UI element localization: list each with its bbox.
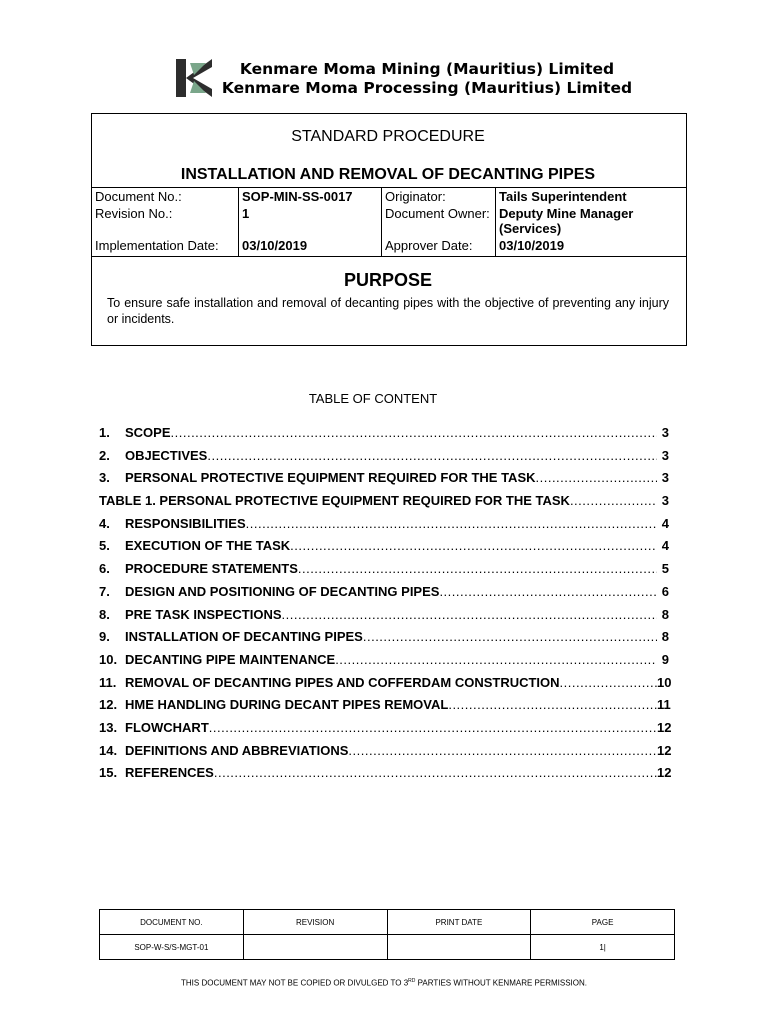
toc-entry[interactable] [99,424,669,447]
originator-value: Tails Superintendent [496,188,687,206]
toc-entry-leader [214,764,657,782]
toc-entry-title: SCOPE [125,425,171,440]
toc-entry-page: 9 [661,651,669,667]
toc-entry-leader [560,674,657,692]
toc-entry-page: 10 [657,674,672,690]
toc-entry-number: 5. [99,538,110,554]
company-name-mining: Kenmare Moma Mining (Mauritius) Limited [239,60,615,78]
document-no-value: SOP-MIN-SS-0017 [239,188,382,206]
toc-entry[interactable] [99,628,669,651]
toc-entry-number: 9. [99,629,110,645]
toc-entry-page: 8 [661,629,669,645]
toc-entry-page: 12 [657,742,672,758]
toc-entry[interactable] [99,764,672,787]
toc-entry-number: 1. [99,425,110,440]
toc-entry-number: 3. [99,470,110,486]
footer-page-header: PAGE [531,910,675,935]
toc-entry[interactable] [99,742,672,765]
toc-entry-leader [363,628,657,646]
toc-entry-leader [439,583,657,601]
toc-entry[interactable] [99,651,669,674]
toc-entry-page: 12 [657,765,672,781]
footer-revision-value [243,935,387,960]
toc-entry[interactable] [99,469,669,492]
toc-entry-title: DECANTING PIPE MAINTENANCE [125,651,336,667]
toc-entry-title: TABLE 1. PERSONAL PROTECTIVE EQUIPMENT REQUIRED FOR THE TASK [99,493,570,509]
toc-entry-number: 13. [99,719,118,735]
toc-entry-title: OBJECTIVES [125,447,208,463]
approver-date-value: 03/10/2019 [496,237,687,256]
toc-entry-number: 14. [99,742,118,758]
implementation-date-label: Implementation Date: [92,237,239,256]
purpose-text: To ensure safe installation and removal of decanting pipes with the objective of preventing any injury or incidents. [107,296,669,326]
footer-revision-header: REVISION [243,910,387,935]
toc-entry-number: 11. [99,674,117,690]
document-owner-value: Deputy Mine Manager (Services) [496,205,687,237]
toc-entry-leader [570,492,657,510]
toc-entry-title: INSTALLATION OF DECANTING PIPES [125,629,363,645]
toc-entry-leader [290,537,657,555]
document-info-table [91,187,687,257]
footer-table [99,909,675,960]
toc-entry-title: PROCEDURE STATEMENTS [125,561,298,577]
toc-entry-title: DEFINITIONS AND ABBREVIATIONS [125,742,349,758]
toc-entry-leader [171,424,657,442]
copyright-note [99,978,669,988]
toc-entry-number: 10. [99,651,118,667]
purpose-heading: PURPOSE [343,270,433,290]
copyright-note-sup: RD [408,978,416,984]
toc-entry-number: 6. [99,561,110,577]
document-title: INSTALLATION AND REMOVAL OF DECANTING PIPES [180,166,596,183]
originator-label: Originator: [382,188,496,206]
toc-entry[interactable] [99,537,669,560]
company-name-processing: Kenmare Moma Processing (Mauritius) Limited [221,79,633,97]
document-type-title: STANDARD PROCEDURE [291,128,485,145]
toc-entry[interactable] [99,560,669,583]
toc-heading: TABLE OF CONTENT [308,391,438,406]
toc-entry-leader [448,696,657,714]
footer-document-no-header: DOCUMENT NO. [100,910,244,935]
toc-entry[interactable] [99,515,669,538]
toc-entry-page: 8 [661,606,669,622]
toc-entry-leader [298,560,657,578]
toc-entry[interactable] [99,492,669,515]
toc-entry-page: 4 [661,538,669,554]
footer-document-no-value: SOP-W-S/S-MGT-01 [100,935,244,960]
toc-entry-number: 2. [99,447,110,463]
toc-entry-page: 4 [661,515,669,531]
copyright-note-text-end: PARTIES WITHOUT KENMARE PERMISSION. [415,978,587,988]
toc-entry-title: PRE TASK INSPECTIONS [125,606,282,622]
toc-entry-title: REFERENCES [125,765,214,781]
footer-print-date-value [387,935,531,960]
toc-entry-number: 4. [99,515,110,531]
footer-print-date-header: PRINT DATE [387,910,531,935]
copyright-note-text: THIS DOCUMENT MAY NOT BE COPIED OR DIVULGED TO 3 [181,978,409,988]
toc-entry-title: HME HANDLING DURING DECANT PIPES REMOVAL [125,697,449,713]
toc-entry-title: EXECUTION OF THE TASK [125,538,291,554]
toc-entry[interactable] [99,719,672,742]
document-no-label: Document No.: [92,188,239,206]
kenmare-logo-icon [176,59,212,97]
approver-date-label: Approver Date: [382,237,496,256]
toc-entry[interactable] [99,583,669,606]
toc-entry-number: 12. [99,697,118,713]
toc-entry[interactable] [99,606,669,629]
toc-entry-number: 8. [99,606,110,622]
toc-entry-page: 3 [661,470,669,486]
revision-no-value: 1 [239,205,382,237]
toc-entry-title: RESPONSIBILITIES [125,515,246,531]
table-of-contents [99,424,672,787]
toc-entry-title: DESIGN AND POSITIONING OF DECANTING PIPES [125,583,440,599]
toc-entry-leader [209,719,657,737]
toc-entry-page: 6 [661,583,669,599]
toc-entry-leader [282,606,657,624]
toc-entry-leader [207,447,657,465]
toc-entry-page: 3 [661,447,669,463]
toc-entry-title: PERSONAL PROTECTIVE EQUIPMENT REQUIRED FOR THE TASK [125,470,536,486]
toc-entry-page: 5 [661,561,669,577]
document-owner-label: Document Owner: [382,205,496,237]
toc-entry[interactable] [99,674,672,697]
toc-entry[interactable] [99,447,669,470]
revision-no-label: Revision No.: [92,205,239,237]
toc-entry-leader [335,651,657,669]
toc-entry-leader [348,742,657,760]
toc-entry-title: FLOWCHART [125,719,209,735]
toc-entry-title: REMOVAL OF DECANTING PIPES AND COFFERDAM CONSTRUCTION [125,674,560,690]
toc-entry-page: 3 [661,493,669,509]
footer-page-value: 1| [531,935,675,960]
toc-entry[interactable] [99,696,669,719]
toc-entry-page: 12 [657,719,672,735]
implementation-date-value: 03/10/2019 [239,237,382,256]
toc-entry-number: 15. [99,765,118,781]
toc-entry-number: 7. [99,583,110,599]
toc-entry-page: 11 [657,697,671,713]
toc-entry-page: 3 [661,425,669,440]
toc-entry-leader [246,515,657,533]
toc-entry-leader [536,469,658,487]
